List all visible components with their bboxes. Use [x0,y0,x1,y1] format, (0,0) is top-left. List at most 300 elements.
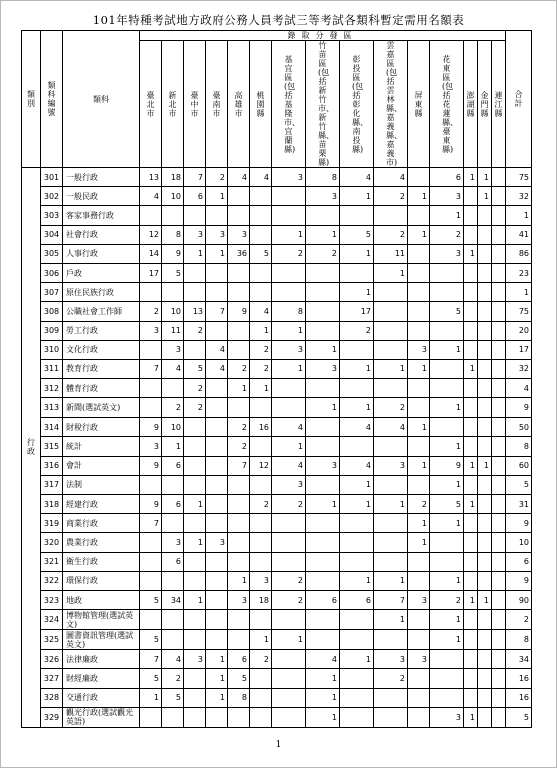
code-cell: 325 [41,630,63,650]
quota-cell [408,168,430,187]
subject-cell: 商業行政 [63,514,140,533]
quota-cell [464,610,478,630]
quota-cell: 17 [140,263,162,282]
quota-cell: 2 [162,398,184,418]
quota-cell-lianjiang [492,630,506,650]
quota-cell: 7 [374,590,408,609]
subject-cell: 統計 [63,437,140,456]
quota-cell: 2 [272,590,306,609]
quota-cell [272,533,306,552]
code-cell: 328 [41,688,63,707]
quota-cell: 8 [272,302,306,321]
quota-cell: 1 [250,321,272,340]
total-cell: 34 [506,650,532,669]
quota-cell [408,610,430,630]
quota-cell [206,379,228,398]
code-cell: 318 [41,495,63,514]
quota-cell: 3 [206,533,228,552]
quota-cell [464,630,478,650]
quota-cell [340,533,374,552]
code-cell: 314 [41,418,63,437]
quota-cell [464,552,478,571]
quota-cell [464,283,478,302]
total-cell: 32 [506,187,532,206]
quota-cell [306,610,340,630]
quota-cell: 1 [272,225,306,244]
quota-cell [272,187,306,206]
quota-cell-lianjiang [492,610,506,630]
quota-cell: 1 [228,379,250,398]
quota-cell: 1 [340,650,374,669]
quota-cell: 13 [184,302,206,321]
code-cell: 317 [41,475,63,494]
quota-cell [374,688,408,707]
quota-cell: 2 [228,418,250,437]
quota-cell: 12 [250,456,272,475]
category-cell: 行政 [22,168,41,728]
table-row [22,168,532,187]
quota-cell: 2 [272,244,306,263]
quota-cell: 1 [250,379,272,398]
quota-cell: 2 [250,340,272,359]
quota-cell [228,610,250,630]
page-title: 101年特種考試地方政府公務人員考試三等考試各類科暫定需用名額表 [92,13,465,27]
subject-cell: 財稅行政 [63,418,140,437]
quota-cell: 4 [162,650,184,669]
quota-cell [206,495,228,514]
quota-cell [272,263,306,282]
quota-cell: 14 [140,244,162,263]
quota-cell: 1 [430,610,464,630]
quota-cell [272,514,306,533]
header-area: 雲嘉區(包括雲林縣、嘉義縣、嘉義市) [374,41,408,168]
table-row [22,630,532,650]
quota-cell: 2 [250,650,272,669]
quota-cell [206,418,228,437]
quota-cell [162,475,184,494]
header-area: 高雄市 [228,41,250,168]
total-cell: 8 [506,437,532,456]
quota-cell: 1 [464,707,478,727]
quota-cell: 4 [206,359,228,378]
quota-cell-lianjiang [492,475,506,494]
code-cell: 301 [41,168,63,187]
quota-cell [464,437,478,456]
page-number: 1 [275,740,282,750]
quota-cell [250,225,272,244]
quota-cell: 1 [184,533,206,552]
table-row [22,379,532,398]
code-cell: 306 [41,263,63,282]
quota-cell: 6 [162,495,184,514]
quota-cell: 1 [162,437,184,456]
quota-cell [184,610,206,630]
quota-cell: 18 [162,168,184,187]
quota-cell: 3 [272,475,306,494]
quota-cell: 6 [184,187,206,206]
quota-cell [464,418,478,437]
quota-cell [408,321,430,340]
quota-cell [306,475,340,494]
quota-cell [374,302,408,321]
quota-cell [184,263,206,282]
quota-cell: 2 [374,669,408,688]
subject-cell: 博物館管理(選試英文) [63,610,140,630]
quota-cell [478,514,492,533]
quota-cell [228,707,250,727]
table-row [22,514,532,533]
quota-cell: 1 [408,187,430,206]
code-cell: 320 [41,533,63,552]
quota-cell [140,283,162,302]
quota-cell: 1 [430,340,464,359]
quota-cell: 1 [272,630,306,650]
table-row [22,206,532,225]
code-cell: 310 [41,340,63,359]
header-area: 新北市 [162,41,184,168]
subject-cell: 圖書資訊管理(選試英文) [63,630,140,650]
quota-cell: 2 [340,321,374,340]
quota-cell [272,610,306,630]
quota-cell [140,610,162,630]
quota-cell [478,610,492,630]
header-total: 合計 [506,31,532,168]
quota-cell [478,533,492,552]
quota-cell [184,688,206,707]
quota-cell: 4 [228,168,250,187]
quota-cell [478,359,492,378]
quota-cell [184,206,206,225]
quota-cell-lianjiang [492,244,506,263]
code-cell: 316 [41,456,63,475]
quota-cell [228,552,250,571]
quota-cell [430,418,464,437]
quota-cell: 4 [374,418,408,437]
code-cell: 313 [41,398,63,418]
header-area: 竹苗區(包括新竹市、新竹縣、苗栗縣) [306,41,340,168]
quota-cell: 5 [250,244,272,263]
quota-cell [250,475,272,494]
quota-cell-lianjiang [492,302,506,321]
quota-cell: 1 [340,244,374,263]
quota-cell [228,206,250,225]
quota-cell: 7 [206,302,228,321]
quota-cell: 2 [374,187,408,206]
quota-cell [184,571,206,590]
header-code: 類科編號 [41,31,63,168]
quota-cell [430,552,464,571]
quota-cell [478,495,492,514]
code-cell: 309 [41,321,63,340]
total-cell: 60 [506,456,532,475]
quota-cell [430,688,464,707]
quota-cell: 1 [184,495,206,514]
quota-cell [206,630,228,650]
quota-cell: 1 [408,514,430,533]
code-cell: 308 [41,302,63,321]
subject-cell: 觀光行政(選試觀光英語) [63,707,140,727]
quota-cell: 1 [430,437,464,456]
code-cell: 303 [41,206,63,225]
subject-cell: 財經廉政 [63,669,140,688]
quota-cell: 3 [272,340,306,359]
header-subject: 類科 [63,31,140,168]
quota-cell: 1 [374,571,408,590]
quota-cell [478,475,492,494]
quota-cell [250,263,272,282]
quota-cell-lianjiang [492,206,506,225]
table-row [22,398,532,418]
quota-cell [340,688,374,707]
code-cell: 329 [41,707,63,727]
quota-cell [306,263,340,282]
quota-cell [228,263,250,282]
total-cell: 2 [506,610,532,630]
quota-cell: 2 [250,359,272,378]
header-area: 彰投區(包括彰化縣、南投縣) [340,41,374,168]
quota-cell: 5 [140,630,162,650]
quota-cell [478,206,492,225]
quota-cell: 2 [184,379,206,398]
quota-cell [306,571,340,590]
quota-cell: 5 [228,669,250,688]
header-area: 臺中市 [184,41,206,168]
subject-cell: 勞工行政 [63,321,140,340]
total-cell: 9 [506,398,532,418]
subject-cell: 會計 [63,456,140,475]
quota-cell [140,475,162,494]
quota-cell [408,707,430,727]
quota-cell: 2 [374,398,408,418]
quota-cell [464,263,478,282]
quota-cell-lianjiang [492,571,506,590]
quota-cell [306,206,340,225]
quota-cell [228,398,250,418]
quota-cell [340,630,374,650]
quota-cell [306,533,340,552]
quota-cell [184,514,206,533]
quota-cell: 1 [306,398,340,418]
quota-cell: 1 [306,225,340,244]
quota-cell [184,437,206,456]
quota-cell: 3 [140,437,162,456]
quota-cell [464,533,478,552]
total-cell: 10 [506,533,532,552]
quota-cell: 1 [464,168,478,187]
quota-cell [430,263,464,282]
quota-cell: 1 [340,475,374,494]
quota-cell: 1 [464,359,478,378]
quota-cell [250,707,272,727]
quota-cell: 10 [162,418,184,437]
quota-cell-lianjiang [492,187,506,206]
quota-cell: 1 [374,495,408,514]
quota-cell: 1 [430,398,464,418]
code-cell: 321 [41,552,63,571]
quota-cell [162,514,184,533]
quota-cell [340,610,374,630]
quota-table [21,30,532,728]
quota-cell: 7 [184,168,206,187]
quota-cell [206,590,228,609]
quota-cell [340,437,374,456]
quota-cell [464,650,478,669]
quota-cell [374,514,408,533]
total-cell: 8 [506,630,532,650]
quota-cell: 4 [206,340,228,359]
quota-cell: 3 [162,533,184,552]
code-cell: 312 [41,379,63,398]
quota-cell [408,302,430,321]
table-row [22,321,532,340]
quota-cell-lianjiang [492,533,506,552]
quota-cell [206,552,228,571]
quota-cell: 8 [228,688,250,707]
quota-cell-lianjiang [492,456,506,475]
quota-cell-lianjiang [492,650,506,669]
quota-cell [478,321,492,340]
quota-cell [228,475,250,494]
quota-cell: 4 [306,650,340,669]
quota-cell [478,707,492,727]
quota-cell [306,379,340,398]
quota-cell [206,475,228,494]
quota-cell: 10 [162,187,184,206]
quota-cell [478,552,492,571]
quota-cell: 1 [430,206,464,225]
quota-cell [250,398,272,418]
quota-cell [184,630,206,650]
quota-cell [408,688,430,707]
quota-cell: 1 [206,244,228,263]
quota-cell: 5 [430,495,464,514]
quota-cell: 5 [162,263,184,282]
quota-cell: 1 [340,398,374,418]
table-row [22,552,532,571]
quota-cell: 11 [374,244,408,263]
quota-cell-lianjiang [492,340,506,359]
quota-cell: 5 [340,225,374,244]
quota-cell-lianjiang [492,495,506,514]
subject-cell: 公職社會工作師 [63,302,140,321]
quota-cell [206,571,228,590]
quota-cell [464,206,478,225]
quota-cell [464,688,478,707]
quota-cell-lianjiang [492,590,506,609]
quota-cell: 4 [272,456,306,475]
quota-cell: 4 [340,168,374,187]
subject-cell: 一般行政 [63,168,140,187]
quota-cell [374,283,408,302]
quota-cell: 3 [430,244,464,263]
quota-cell: 1 [250,630,272,650]
quota-cell: 3 [306,456,340,475]
code-cell: 326 [41,650,63,669]
quota-cell [374,707,408,727]
quota-cell: 11 [162,321,184,340]
quota-cell: 2 [408,495,430,514]
quota-cell: 1 [408,456,430,475]
quota-cell [306,514,340,533]
quota-cell: 4 [250,168,272,187]
quota-cell [272,669,306,688]
subject-cell: 法律廉政 [63,650,140,669]
quota-cell [408,263,430,282]
quota-cell: 1 [184,590,206,609]
quota-cell [206,206,228,225]
quota-cell [408,398,430,418]
quota-cell [408,244,430,263]
code-cell: 304 [41,225,63,244]
quota-cell: 9 [140,418,162,437]
quota-cell [478,630,492,650]
quota-cell: 1 [374,610,408,630]
header-area: 屏東縣 [408,41,430,168]
quota-cell [478,650,492,669]
quota-cell [408,552,430,571]
table-row [22,688,532,707]
code-cell: 315 [41,437,63,456]
quota-cell: 3 [408,590,430,609]
quota-cell-lianjiang [492,225,506,244]
quota-cell: 3 [140,321,162,340]
quota-cell: 3 [306,359,340,378]
total-cell: 1 [506,206,532,225]
quota-cell: 7 [140,359,162,378]
quota-cell [408,669,430,688]
quota-cell [162,630,184,650]
quota-cell [478,302,492,321]
quota-cell [478,244,492,263]
quota-cell [184,552,206,571]
quota-cell [272,206,306,225]
quota-cell: 2 [306,244,340,263]
table-row [22,437,532,456]
quota-cell: 5 [140,590,162,609]
quota-cell: 5 [140,669,162,688]
quota-cell [206,321,228,340]
total-cell: 90 [506,590,532,609]
quota-cell [162,283,184,302]
total-cell: 86 [506,244,532,263]
quota-cell [306,418,340,437]
quota-cell [340,206,374,225]
quota-cell [140,571,162,590]
table-row [22,225,532,244]
quota-cell [306,552,340,571]
total-cell: 31 [506,495,532,514]
quota-cell [228,321,250,340]
quota-cell: 7 [140,650,162,669]
quota-cell [340,669,374,688]
quota-cell: 1 [430,630,464,650]
quota-cell-lianjiang [492,688,506,707]
quota-cell [250,514,272,533]
code-cell: 322 [41,571,63,590]
code-cell: 307 [41,283,63,302]
quota-cell [250,552,272,571]
table-row [22,187,532,206]
quota-cell: 1 [206,688,228,707]
quota-cell [430,669,464,688]
quota-cell [408,437,430,456]
quota-cell: 3 [228,225,250,244]
quota-cell [250,283,272,302]
subject-cell: 環保行政 [63,571,140,590]
quota-cell: 1 [272,359,306,378]
quota-cell: 16 [250,418,272,437]
quota-cell: 8 [306,168,340,187]
